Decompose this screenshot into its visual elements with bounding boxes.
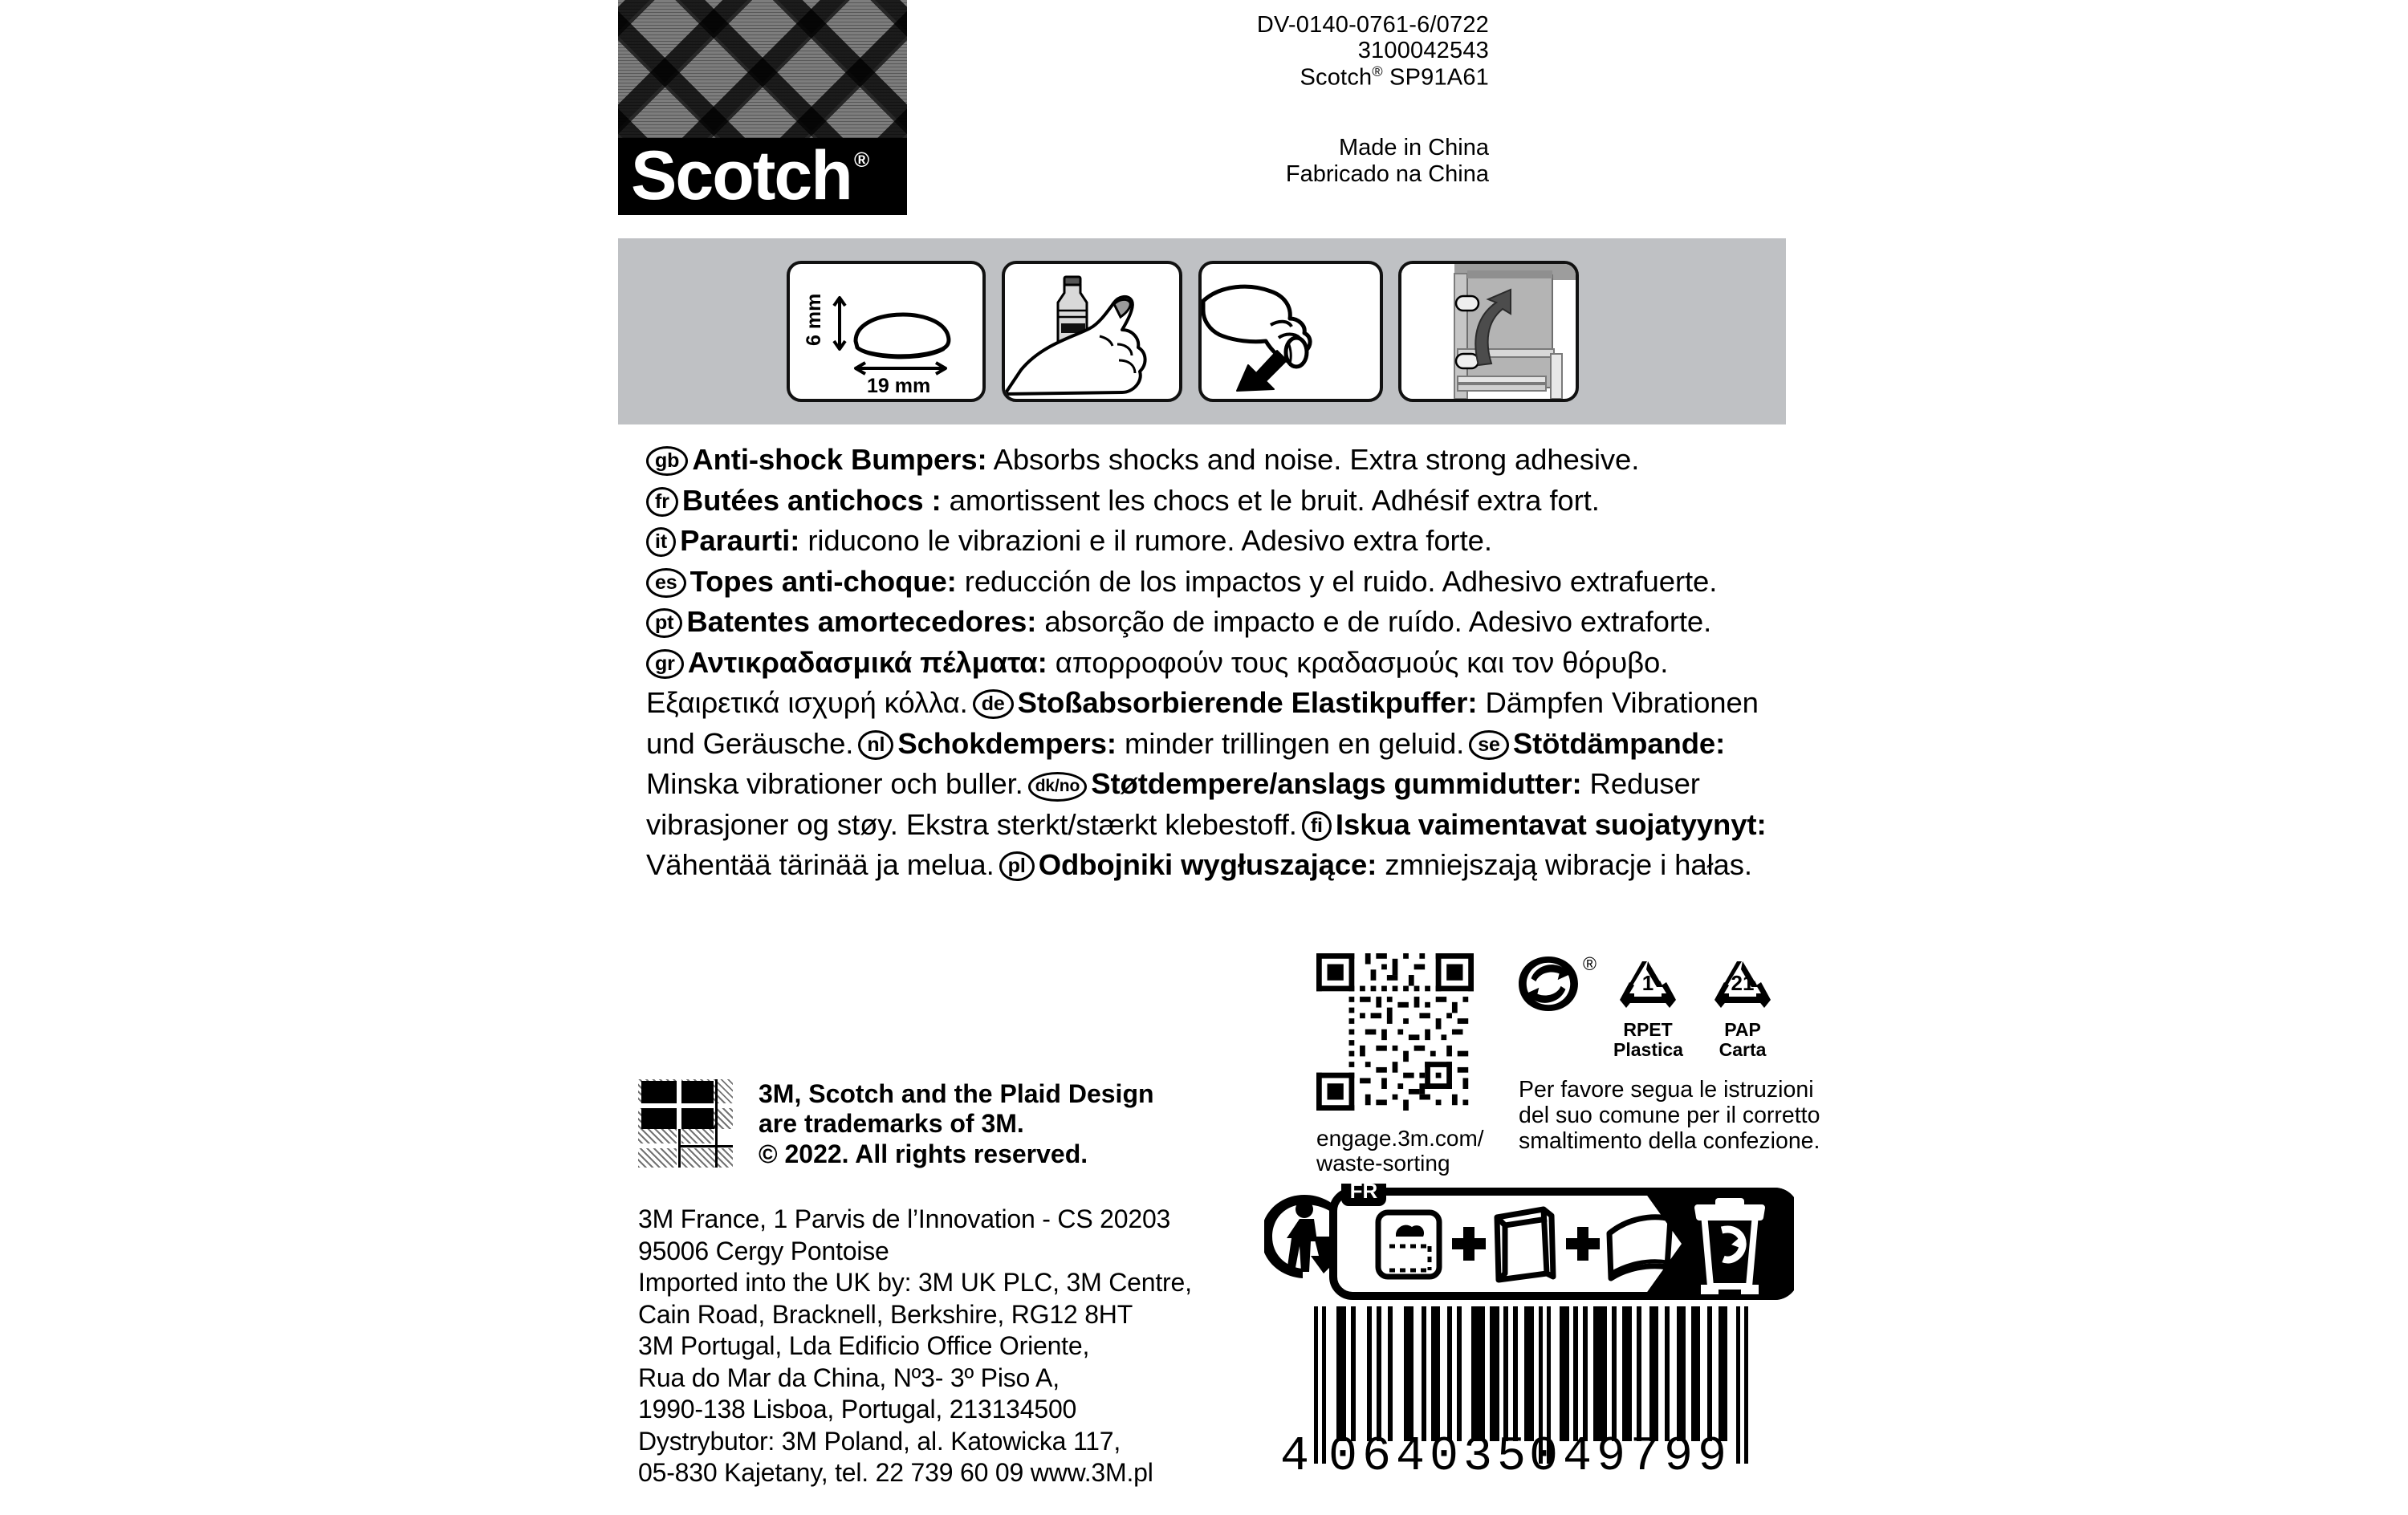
lang-title-es: Topes anti-choque: — [689, 564, 957, 598]
language-badge-fr: fr — [646, 487, 678, 517]
qr-caption — [1316, 1126, 1501, 1176]
illustration-panel-clean-surface — [1002, 261, 1182, 402]
barcode-lead-digit: 4 — [1280, 1430, 1315, 1485]
mobius-material-sub: Plastica — [1613, 1038, 1683, 1060]
lang-body-se: Minska vibrationer och buller. — [646, 767, 1023, 800]
lang-title-gb: Anti-shock Bumpers: — [692, 443, 987, 476]
hand-press-bumper-icon — [1202, 264, 1380, 399]
mobius-number: 21 — [1731, 971, 1755, 995]
language-badge-it: it — [646, 527, 676, 557]
lang-body-dkno: Reduser vibrasjoner og støy. Ekstra sterkt/stærkt klebestoff. — [646, 767, 1700, 841]
lang-title-fi: Iskua vaimentavat suojatyynyt: — [1335, 807, 1767, 841]
address-line-4: Cain Road, Bracknell, Berkshire, RG12 8HT — [638, 1299, 1133, 1329]
lang-body-gb: Absorbs shocks and noise. Extra strong adhesive. — [986, 443, 1640, 476]
lang-body-fi: Vähentää tärinää ja melua. — [646, 848, 995, 881]
lang-title-de: Stoßabsorbierende Elastikpuffer: — [1017, 686, 1478, 719]
lang-title-it: Paraurti: — [680, 524, 800, 557]
language-badge-pt: pt — [646, 608, 682, 638]
language-badge-pl: pl — [999, 851, 1035, 881]
registered-mark-icon: ® — [854, 148, 870, 172]
3m-plaid-icon — [638, 1079, 733, 1168]
registered-mark-icon: ® — [1583, 953, 1597, 974]
lang-title-pl: Odbojniki wygłuszające: — [1038, 848, 1377, 881]
barcode-group-1: 064035 — [1328, 1430, 1531, 1485]
recycle-note-line-1: Per favore segua le istruzioni — [1519, 1077, 1814, 1103]
language-badge-es: es — [646, 568, 686, 598]
origin-line-en: Made in China — [1339, 135, 1489, 160]
lang-body-pt: absorção de impacto e de ruído. Adesivo extraforte. — [1036, 605, 1712, 638]
lang-body-es: reducción de los impactos y el ruido. Adhesivo extrafuerte. — [956, 564, 1718, 598]
header — [0, 0, 2408, 229]
illustration-panel-dimensions — [787, 261, 986, 402]
illustration-panel-press — [1198, 261, 1383, 402]
address-line-1: 3M France, 1 Parvis de l’Innovation - CS 20203 — [638, 1204, 1171, 1233]
lang-title-dkno: Støtdempere/anslags gummidutter: — [1091, 767, 1582, 800]
header-code-line-2: 3100042543 — [1357, 37, 1489, 63]
scotch-wordmark-text: Scotch — [631, 137, 852, 214]
language-badge-gr: gr — [646, 649, 684, 679]
trademark-line-2: are trademarks of 3M. — [759, 1109, 1024, 1139]
language-badge-fi: fi — [1302, 811, 1332, 841]
language-badge-dkno: dk/no — [1028, 772, 1088, 802]
header-code-line-1: DV-0140-0761-6/0722 — [1256, 12, 1489, 38]
lang-title-nl: Schokdempers: — [897, 726, 1117, 760]
triman-recycling-strip — [1264, 1184, 1794, 1304]
lang-title-se: Stötdämpande: — [1512, 726, 1726, 760]
lang-title-gr: Αντικραδασμικά πέλματα: — [687, 645, 1047, 679]
header-code-list — [1257, 13, 1489, 91]
origin-text — [1286, 135, 1489, 188]
country-tag-fr — [1341, 1184, 1386, 1206]
lang-body-nl: minder trillingen en geluid. — [1116, 726, 1465, 760]
mobius-loop-pap — [1708, 958, 1777, 1060]
origin-line-pt: Fabricado na China — [1285, 160, 1489, 187]
instruction-illustration-band — [618, 238, 1786, 424]
product-code-number: SP91A61 — [1382, 64, 1489, 91]
trademark-line-3: © 2022. All rights reserved. — [759, 1139, 1088, 1168]
address-block — [638, 1204, 1192, 1489]
trademark-text — [759, 1079, 1154, 1169]
bumper-dimension-icon — [790, 264, 982, 399]
mobius-material: RPET — [1623, 1019, 1673, 1040]
tm-superscript: TM — [703, 1119, 718, 1131]
trademark-line-1: 3M, Scotch and the Plaid Design — [759, 1079, 1154, 1108]
qr-code-block — [1316, 953, 1501, 1176]
language-badge-nl: nl — [858, 730, 893, 760]
qr-caption-line-2: waste-sorting — [1316, 1151, 1450, 1176]
lang-body-pl: zmniejszają wibracje i hałas. — [1377, 848, 1752, 881]
address-line-9: 05-830 Kajetany, tel. 22 739 60 09 www.3M.pl — [638, 1458, 1153, 1487]
address-line-8: Dystrybutor: 3M Poland, al. Katowicka 117, — [638, 1426, 1121, 1456]
barcode-block — [1280, 1306, 1778, 1485]
header-product-code — [1257, 64, 1489, 91]
mobius-loop-icon — [1613, 958, 1682, 1014]
height-label: 6 mm — [803, 293, 825, 346]
language-badge-gb: gb — [646, 446, 688, 476]
language-badge-se: se — [1469, 730, 1509, 760]
mobius-label-rpet — [1613, 1020, 1682, 1060]
recycle-note-line-2: del suo comune per il corretto — [1519, 1103, 1820, 1129]
width-label: 19 mm — [867, 375, 931, 397]
lang-body-gr: απορροφούν τους κραδασμούς και τον θόρυβο. Εξαιρετικά ισχυρή κόλλα. — [646, 645, 1669, 719]
multilingual-description — [646, 440, 1786, 886]
scotch-brand-logo — [618, 0, 907, 215]
scotch-wordmark — [618, 138, 907, 215]
mobius-number: 1 — [1641, 971, 1654, 995]
qr-caption-line-1: engage.3m.com/ — [1316, 1126, 1484, 1151]
address-line-6: Rua do Mar da China, Nº3- 3º Piso A, — [638, 1363, 1060, 1392]
lang-body-it: riducono le vibrazioni e il rumore. Adesivo extra forte. — [799, 524, 1492, 557]
mobius-loop-icon — [1708, 958, 1777, 1014]
plaid-pattern-icon — [618, 0, 907, 138]
triman-strip-icon — [1264, 1184, 1794, 1304]
lang-title-pt: Batentes amortecedores: — [686, 605, 1037, 638]
illustration-panel-cabinet — [1398, 261, 1579, 402]
alcohol-bottle-hand-icon — [1005, 264, 1178, 399]
cabinet-door-apply-icon — [1401, 264, 1576, 399]
svg-text:FR: FR — [1349, 1184, 1378, 1203]
address-line-3: Imported into the UK by: 3M UK PLC, 3M Centre, — [638, 1268, 1192, 1297]
recycling-instruction-note — [1519, 1077, 1822, 1155]
mobius-loop-rpet — [1613, 958, 1682, 1060]
barcode-group-2: 049799 — [1529, 1430, 1732, 1485]
address-line-5: 3M Portugal, Lda Edificio Office Oriente, — [638, 1331, 1090, 1360]
address-line-7: 1990-138 Lisboa, Portugal, 213134500 — [638, 1395, 1077, 1424]
mobius-label-pap — [1708, 1020, 1777, 1060]
qr-code-icon[interactable] — [1316, 953, 1474, 1111]
lang-title-fr: Butées antichocs : — [681, 483, 942, 517]
lang-body-de: Dämpfen Vibrationen und Geräusche. — [646, 686, 1759, 760]
registered-mark-icon: ® — [1372, 63, 1383, 79]
lang-body-fr: amortissent les chocs et le bruit. Adhésif extra fort. — [941, 483, 1600, 517]
product-code-brand: Scotch — [1300, 64, 1373, 91]
language-badge-de: de — [973, 689, 1014, 719]
green-dot-icon — [1517, 955, 1580, 1013]
mobius-material-sub: Carta — [1719, 1038, 1767, 1060]
address-line-2: 95006 Cergy Pontoise — [638, 1236, 889, 1265]
recycle-note-line-3: smaltimento della confezione. — [1519, 1128, 1820, 1155]
mobius-material: PAP — [1724, 1019, 1761, 1040]
